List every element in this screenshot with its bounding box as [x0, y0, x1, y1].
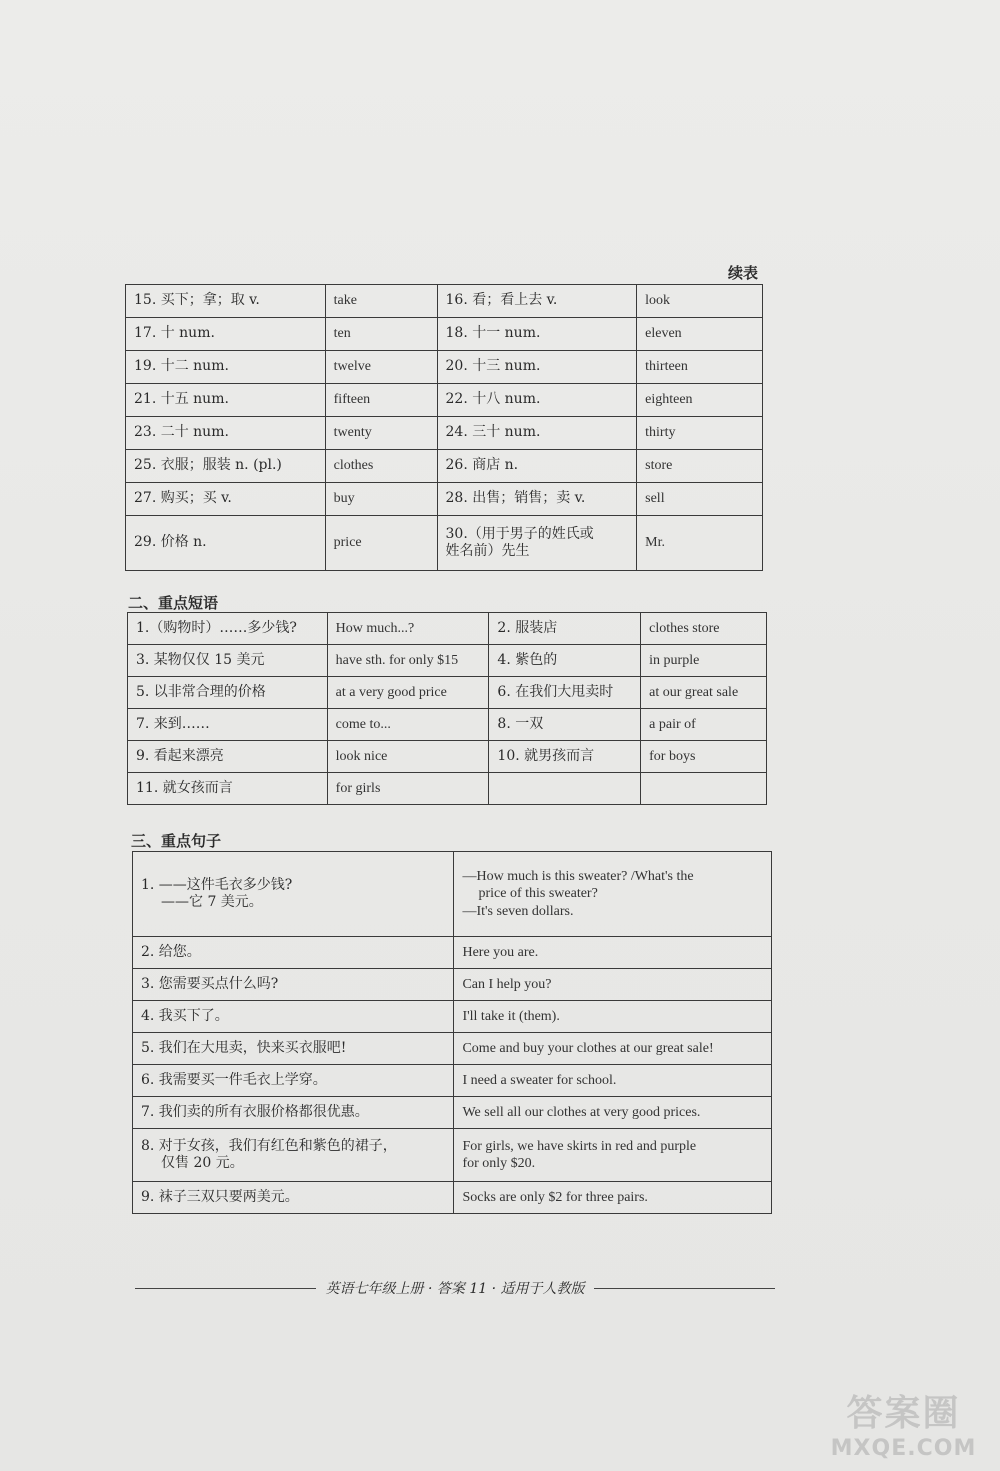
vocab-english: twenty — [325, 417, 437, 450]
phrase-english: in purple — [641, 645, 767, 677]
sentence-chinese-line: 仅售 20 元。 — [161, 1155, 244, 1171]
vocab-chinese: 29. 价格 n. — [126, 516, 326, 571]
sentence-english: Come and buy your clothes at our great sale! — [454, 1033, 772, 1065]
sentence-english: I'll take it (them). — [454, 1001, 772, 1033]
vocab-english: fifteen — [325, 384, 437, 417]
vocabulary-table — [125, 284, 763, 571]
vocab-english: ten — [325, 318, 437, 351]
sentence-english-line: —How much is this sweater? /What's the — [462, 868, 694, 884]
table-row — [133, 937, 772, 969]
table-row — [126, 285, 763, 318]
table-row — [128, 677, 767, 709]
phrase-english: at a very good price — [327, 677, 489, 709]
footer-rule-left — [135, 1288, 316, 1289]
sentence-english-line: price of this sweater? — [478, 886, 598, 902]
table-row — [126, 483, 763, 516]
vocab-chinese: 27. 购买；买 v. — [126, 483, 326, 516]
footer-rule-right — [594, 1288, 775, 1289]
table-row — [128, 613, 767, 645]
page-footer — [135, 1278, 775, 1298]
sentence-chinese: 6. 我需要买一件毛衣上学穿。 — [133, 1065, 454, 1097]
phrase-chinese: 7. 来到…… — [128, 709, 328, 741]
vocab-english: buy — [325, 483, 437, 516]
sentence-chinese: 7. 我们卖的所有衣服价格都很优惠。 — [133, 1097, 454, 1129]
table-row — [133, 1129, 772, 1182]
sentence-english — [454, 852, 772, 937]
sentence-english: Here you are. — [454, 937, 772, 969]
sentence-english: We sell all our clothes at very good prices. — [454, 1097, 772, 1129]
table-row — [126, 384, 763, 417]
sentence-english — [454, 1129, 772, 1182]
vocab-chinese: 17. 十 num. — [126, 318, 326, 351]
phrase-chinese: 9. 看起来漂亮 — [128, 741, 328, 773]
table-row — [128, 773, 767, 805]
vocab-chinese: 28. 出售；销售；卖 v. — [437, 483, 637, 516]
sentence-chinese-line: 8. 对于女孩，我们有红色和紫色的裙子， — [141, 1137, 397, 1154]
vocab-chinese: 22. 十八 num. — [437, 384, 637, 417]
phrases-heading: 二、重点短语 — [128, 594, 219, 612]
sentence-chinese: 9. 袜子三双只要两美元。 — [133, 1182, 454, 1214]
phrase-chinese — [489, 773, 641, 805]
sentence-chinese: 5. 我们在大甩卖，快来买衣服吧! — [133, 1033, 454, 1065]
sentence-english: I need a sweater for school. — [454, 1065, 772, 1097]
vocab-english: sell — [637, 483, 763, 516]
table-row — [126, 417, 763, 450]
table-row — [126, 351, 763, 384]
vocab-chinese: 19. 十二 num. — [126, 351, 326, 384]
vocab-english: price — [325, 516, 437, 571]
sentences-heading: 三、重点句子 — [131, 832, 222, 850]
phrase-english: for girls — [327, 773, 489, 805]
phrase-english: How much...? — [327, 613, 489, 645]
sentence-chinese — [133, 852, 454, 937]
vocab-english: thirty — [637, 417, 763, 450]
phrase-english: at our great sale — [641, 677, 767, 709]
vocab-chinese: 24. 三十 num. — [437, 417, 637, 450]
vocab-english: store — [637, 450, 763, 483]
phrase-chinese: 4. 紫色的 — [489, 645, 641, 677]
vocab-chinese: 16. 看；看上去 v. — [437, 285, 637, 318]
sentence-chinese-line: ——它 7 美元。 — [161, 894, 263, 910]
table-row — [126, 318, 763, 351]
vocab-english: thirteen — [637, 351, 763, 384]
vocab-chinese: 20. 十三 num. — [437, 351, 637, 384]
sentence-english: Can I help you? — [454, 969, 772, 1001]
table-row — [133, 1065, 772, 1097]
sentence-chinese-line: 1. ——这件毛衣多少钱? — [141, 876, 293, 893]
watermark-logo — [816, 1380, 991, 1465]
phrase-chinese: 6. 在我们大甩卖时 — [489, 677, 641, 709]
footer-text: 英语七年级上册 · 答案 11 · 适用于人教版 — [325, 1281, 585, 1297]
phrase-english: for boys — [641, 741, 767, 773]
phrase-english: have sth. for only $15 — [327, 645, 489, 677]
table-row — [128, 645, 767, 677]
watermark-site: MXQE.COM — [830, 1435, 977, 1461]
phrase-chinese: 11. 就女孩而言 — [128, 773, 328, 805]
phrase-english: come to... — [327, 709, 489, 741]
sentences-table — [132, 851, 772, 1214]
phrase-chinese: 8. 一双 — [489, 709, 641, 741]
vocab-chinese: 26. 商店 n. — [437, 450, 637, 483]
table-row — [133, 969, 772, 1001]
vocab-chinese: 25. 衣服；服装 n. (pl.) — [126, 450, 326, 483]
table-row — [133, 1097, 772, 1129]
vocab-english: Mr. — [637, 516, 763, 571]
phrase-english: clothes store — [641, 613, 767, 645]
table-row — [126, 516, 763, 571]
vocab-english: eleven — [637, 318, 763, 351]
sentence-chinese: 2. 给您。 — [133, 937, 454, 969]
vocab-english: eighteen — [637, 384, 763, 417]
vocab-chinese-line: 30.（用于男子的姓氏或 — [445, 525, 594, 542]
phrase-english: a pair of — [641, 709, 767, 741]
vocab-chinese-line: 姓名前）先生 — [445, 543, 530, 559]
vocab-english: look — [637, 285, 763, 318]
vocab-english: twelve — [325, 351, 437, 384]
table-row — [128, 709, 767, 741]
phrases-table — [127, 612, 767, 805]
phrase-chinese: 5. 以非常合理的价格 — [128, 677, 328, 709]
phrase-english: look nice — [327, 741, 489, 773]
phrase-chinese: 3. 某物仅仅 15 美元 — [128, 645, 328, 677]
sentence-english-line: for only $20. — [462, 1156, 536, 1171]
vocab-chinese: 21. 十五 num. — [126, 384, 326, 417]
vocab-chinese: 15. 买下；拿；取 v. — [126, 285, 326, 318]
watermark-main: 答案圈 — [846, 1392, 961, 1434]
vocab-english: clothes — [325, 450, 437, 483]
phrase-chinese: 1.（购物时）……多少钱? — [128, 613, 328, 645]
vocab-chinese — [437, 516, 637, 571]
vocab-chinese: 18. 十一 num. — [437, 318, 637, 351]
sentence-chinese: 3. 您需要买点什么吗? — [133, 969, 454, 1001]
table-row — [133, 1001, 772, 1033]
sentence-chinese: 4. 我买下了。 — [133, 1001, 454, 1033]
vocab-chinese: 23. 二十 num. — [126, 417, 326, 450]
table-row — [133, 852, 772, 937]
phrase-chinese: 10. 就男孩而言 — [489, 741, 641, 773]
table-row — [126, 450, 763, 483]
sentence-english-line: For girls, we have skirts in red and purple — [462, 1138, 697, 1154]
phrase-english — [641, 773, 767, 805]
sentence-english: Socks are only $2 for three pairs. — [454, 1182, 772, 1214]
table-row — [133, 1182, 772, 1214]
continued-label: 续表 — [728, 264, 759, 282]
table-row — [128, 741, 767, 773]
vocab-english: take — [325, 285, 437, 318]
table-row — [133, 1033, 772, 1065]
sentence-chinese — [133, 1129, 454, 1182]
phrase-chinese: 2. 服装店 — [489, 613, 641, 645]
sentence-english-line: —It's seven dollars. — [462, 903, 574, 919]
